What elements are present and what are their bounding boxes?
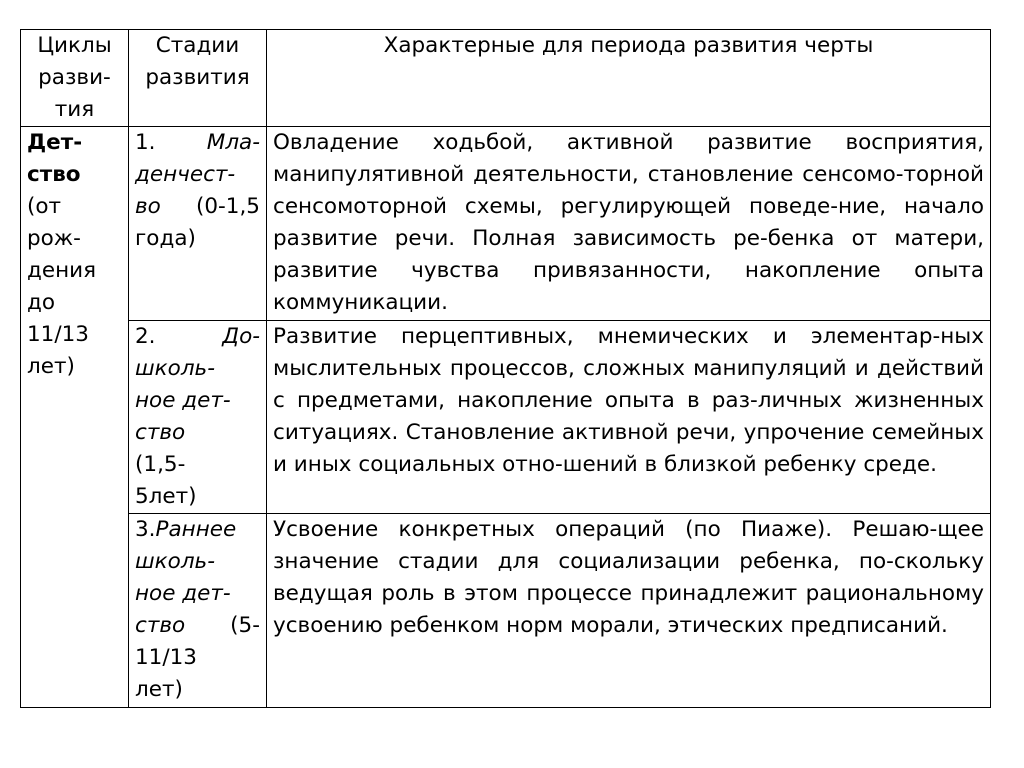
header-cycles-cell xyxy=(21,30,129,127)
stage-title-line xyxy=(135,417,260,449)
stage-number: 1. xyxy=(135,130,156,155)
stage-title-line xyxy=(135,127,260,159)
development-stages-table xyxy=(20,29,991,708)
header-features-label: Характерные для периода развития черты xyxy=(383,33,874,58)
stage-early-school-description: Усвоение конкретных операций (по Пиаже). Решаю-щее значение стадии для социализации ребенка, по-скольку ведущая роль в этом процессе принадлежит рациональному усвоению ребенком норм морали, этических предписаний. xyxy=(267,514,991,708)
stage-name: денчест- xyxy=(135,162,236,187)
stage-age: (5- xyxy=(230,613,260,638)
stage-name: во xyxy=(135,194,161,219)
stage-number: 2. xyxy=(135,324,156,349)
stage-name: школь- xyxy=(135,549,215,574)
header-stages-line: Стадии xyxy=(155,33,240,58)
cycle-range-line: рож- xyxy=(27,226,81,251)
stage-row-2 xyxy=(21,321,991,514)
stage-name: До- xyxy=(222,324,260,349)
stage-title-line xyxy=(135,353,260,385)
stage-row-3 xyxy=(21,514,991,708)
header-cycles-line: тия xyxy=(54,97,95,122)
cycle-childhood-cell xyxy=(21,127,129,708)
stage-name: ство xyxy=(135,420,186,445)
stage-title-line xyxy=(135,514,260,546)
stage-name: ство xyxy=(135,613,186,638)
cycle-range-line: 11/13 xyxy=(27,322,89,347)
stage-name: Раннее xyxy=(155,517,237,542)
stage-age: лет) xyxy=(135,677,183,702)
header-stages-line: развития xyxy=(145,65,250,90)
cycle-name-line: ство xyxy=(27,162,81,187)
stage-number: 3. xyxy=(135,517,156,542)
stage-name: Мла- xyxy=(206,130,260,155)
cycle-range-line: дения xyxy=(27,258,97,283)
stage-preschool-cell xyxy=(129,321,267,514)
stage-age: 11/13 xyxy=(135,645,197,670)
stage-preschool-description: Развитие перцептивных, мнемических и элементар-ных мыслительных процессов, сложных манипуляций и действий с предметами, накопление опыта в раз-личных жизненных ситуациях. Становление активной речи, упрочение семейных и иных социальных отно-шений в близкой ребенку среде. xyxy=(267,321,991,514)
stage-title-line xyxy=(135,578,260,610)
stage-name: школь- xyxy=(135,356,215,381)
stage-age: 5лет) xyxy=(135,484,197,509)
header-features-cell xyxy=(267,30,991,127)
stage-title-line xyxy=(135,321,260,353)
stage-age: года) xyxy=(135,226,196,251)
stage-title-line xyxy=(135,385,260,417)
stage-infancy-description: Овладение ходьбой, активной развитие восприятия, манипулятивной деятельности, становление сенсомо-торной сенсомоторной схемы, регулирующей поведе-ние, начало развитие речи. Полная зависимость ре-бенка от матери, развитие чувства привязанности, накопление опыта коммуникации. xyxy=(267,127,991,321)
cycle-range-line: (от xyxy=(27,194,62,219)
stage-age: (0-1,5 xyxy=(195,194,260,219)
header-cycles-line: Циклы xyxy=(37,33,112,58)
cycle-range-line: лет) xyxy=(27,354,75,379)
stage-infancy-cell xyxy=(129,127,267,321)
stage-name: ное дет- xyxy=(135,581,231,606)
cycle-range-line: до xyxy=(27,290,56,315)
stage-title-line xyxy=(135,546,260,578)
stage-age: (1,5- xyxy=(135,452,186,477)
stage-early-school-cell xyxy=(129,514,267,708)
header-stages-cell xyxy=(129,30,267,127)
cycle-name-line: Дет- xyxy=(27,130,83,155)
stage-name: ное дет- xyxy=(135,388,231,413)
header-row xyxy=(21,30,991,127)
stage-row-1 xyxy=(21,127,991,321)
stage-title-line xyxy=(135,610,260,642)
stage-title-line xyxy=(135,191,260,223)
header-cycles-line: разви- xyxy=(38,65,111,90)
stage-title-line xyxy=(135,159,260,191)
